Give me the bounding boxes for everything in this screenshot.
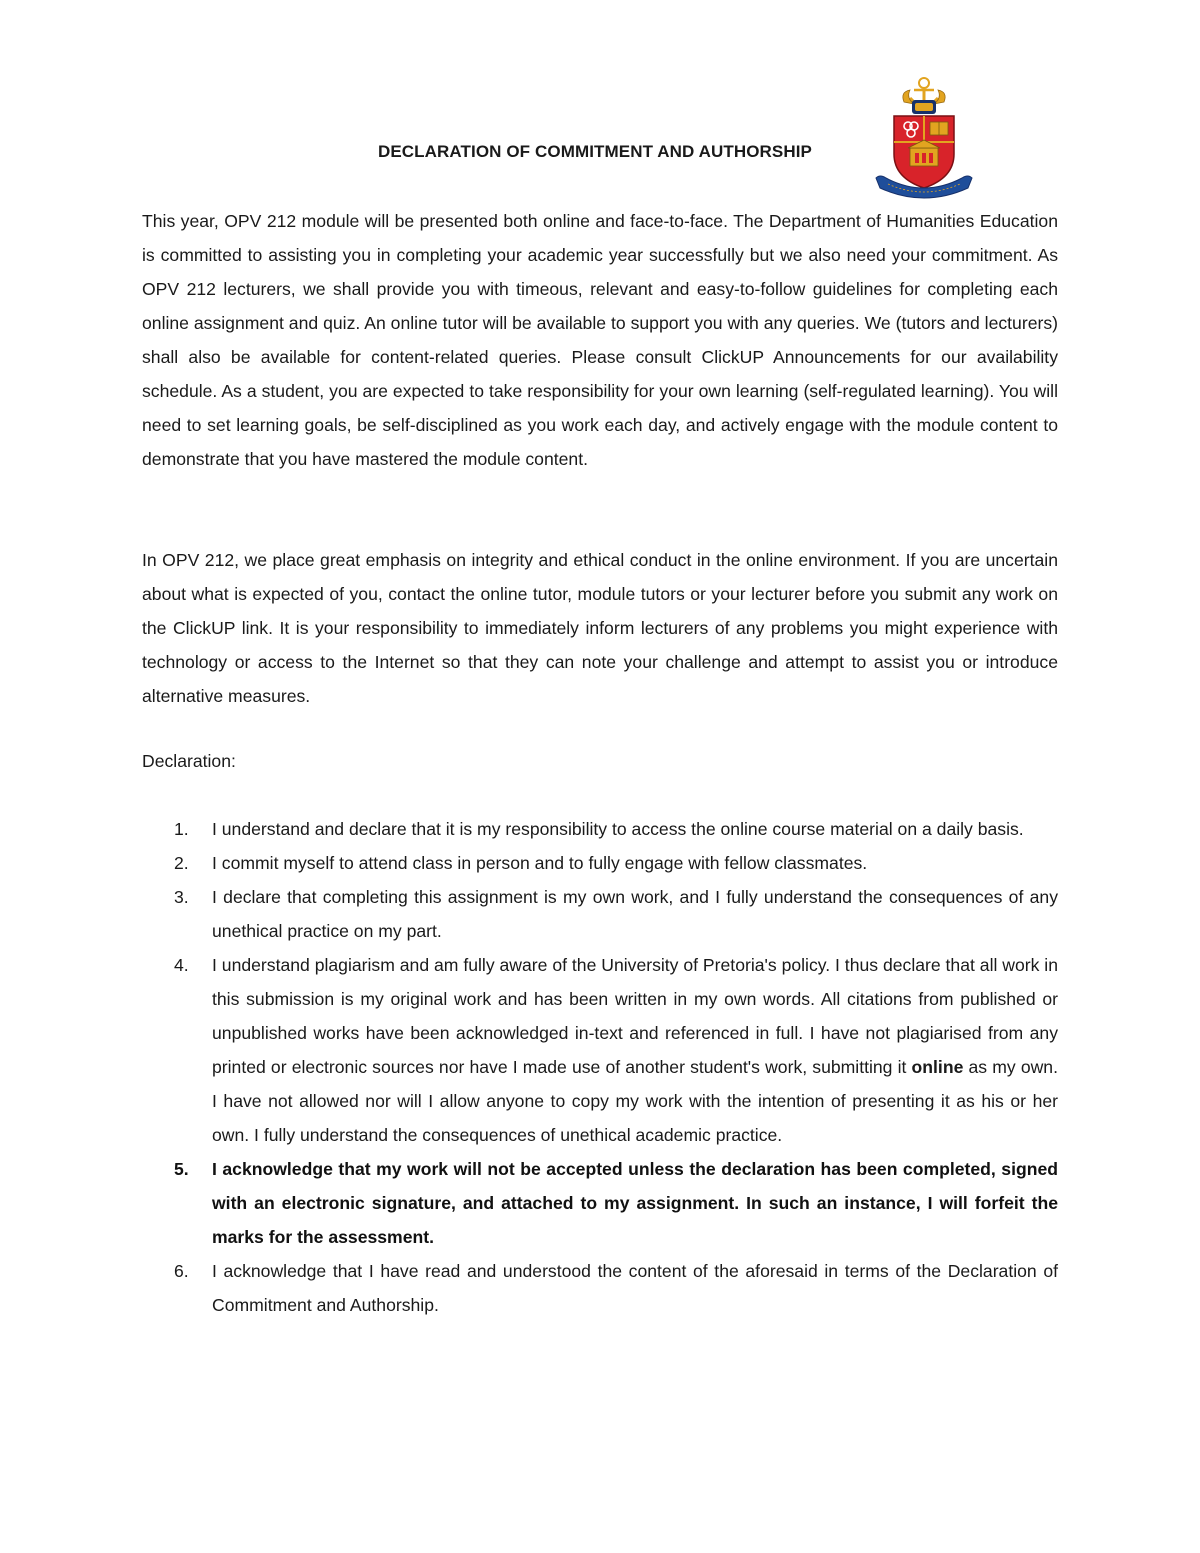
item-text: I commit myself to attend class in person and to fully engage with fellow classmates. (212, 853, 868, 873)
document-title: DECLARATION OF COMMITMENT AND AUTHORSHIP (377, 142, 812, 161)
item-text: I understand and declare that it is my responsibility to access the online course material on a daily basis. (212, 819, 1024, 839)
item-text: I declare that completing this assignment is my own work, and I fully understand the consequences of any unethical practice on my part. (212, 887, 1058, 941)
declaration-item-3 (142, 880, 1058, 948)
integrity-paragraph: In OPV 212, we place great emphasis on integrity and ethical conduct in the online environment. If you are uncertain about what is expected of you, contact the online tutor, module tutors or your lecturer before you submit any work on the ClickUP link. It is your responsibility to immediately inform lecturers of any problems you might experience with technology or access to the Internet so that they can note your challenge and attempt to assist you or introduce alternative measures. (142, 550, 1058, 706)
item-number: 3. (174, 887, 189, 907)
item-text: I acknowledge that I have read and understood the content of the aforesaid in terms of the Declaration of Commitment and Authorship. (212, 1261, 1058, 1315)
item-text-bold: online (911, 1057, 964, 1077)
item-number: 6. (174, 1261, 189, 1281)
declaration-list (142, 812, 1058, 1322)
item-text: I acknowledge that my work will not be accepted unless the declaration has been completed, signed with an electronic signature, and attached to my assignment. In such an instance, I will forfeit the marks for the assessment. (212, 1159, 1058, 1247)
declaration-item-5 (142, 1152, 1058, 1254)
intro-paragraph: This year, OPV 212 module will be presented both online and face-to-face. The Department of Humanities Education is committed to assisting you in completing your academic year successfully but we also need your commitment. As OPV 212 lecturers, we shall provide you with timeous, relevant and easy-to-follow guidelines for completing each online assignment and quiz. An online tutor will be available to support you with any queries. We (tutors and lecturers) shall also be available for content-related queries. Please consult ClickUP Announcements for our availability schedule. As a student, you are expected to take responsibility for your own learning (self-regulated learning). You will need to set learning goals, be self-disciplined as you work each day, and actively engage with the module content to demonstrate that you have mastered the module content. (142, 211, 1058, 469)
item-text-before: I understand plagiarism and am fully aware of the University of Pretoria's policy. I thus declare that all work in this submission is my original work and has been written in my own words. All citations from published or unpublished works have been acknowledged in-text and referenced in full. I have not plagiarised from any printed or electronic sources nor have I made use of another student's work, submitting it (212, 955, 1058, 1077)
item-text-after: as my own. I have not allowed nor will I allow anyone to copy my work with the intention of presenting it as his or her own. I fully understand the consequences of unethical academic practice. (212, 1057, 1058, 1145)
declaration-item-4 (142, 948, 1058, 1152)
declaration-item-6 (142, 1254, 1058, 1322)
item-number: 1. (174, 819, 189, 839)
item-number: 2. (174, 853, 189, 873)
item-number: 5. (174, 1159, 189, 1179)
declaration-item-1 (142, 812, 1058, 846)
item-number: 4. (174, 955, 189, 975)
university-of-pretoria-crest-icon (870, 74, 978, 202)
declaration-item-2 (142, 846, 1058, 880)
declaration-label: Declaration: (142, 751, 236, 771)
